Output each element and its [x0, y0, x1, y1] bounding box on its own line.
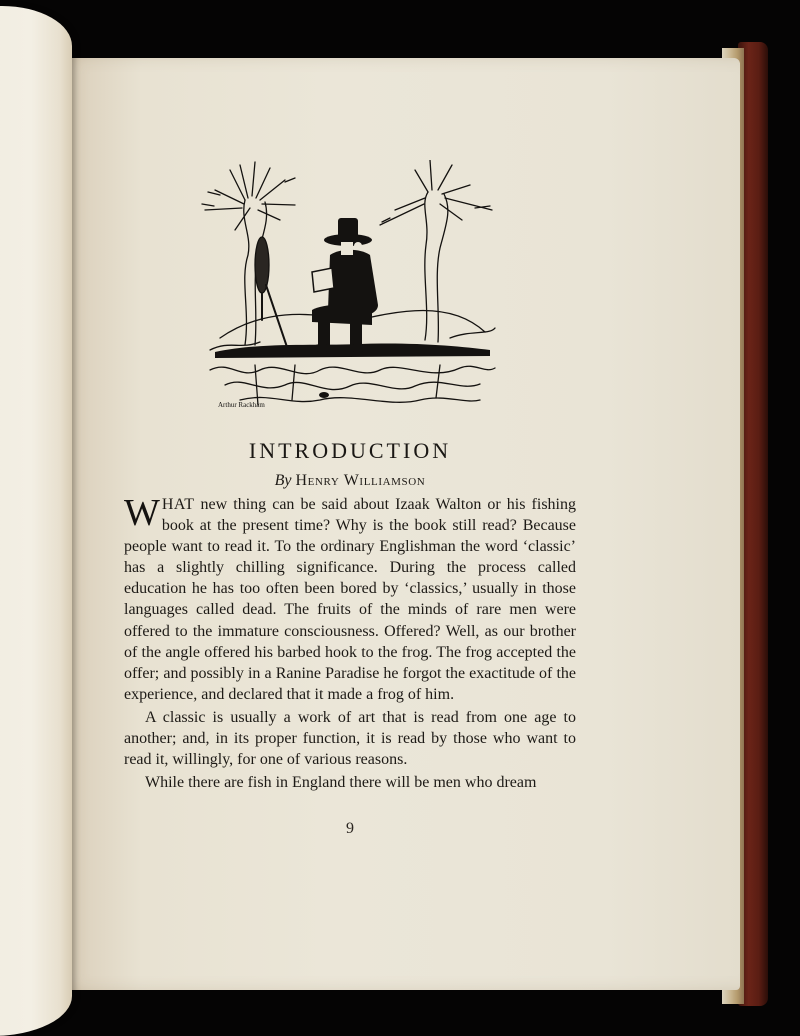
byline-prefix: By — [274, 472, 292, 489]
body-text — [124, 494, 576, 793]
paragraph: While there are fish in England there will be men who dream — [145, 774, 537, 792]
paragraph-text: new thing can be said about Izaak Walton or his fishing book at the present time? Why is the book still read? Because people want to read it. To the ordinary Englishman the word ‘classic’ has a slightly chilling significance. During the process called education he has too often been bored by ‘classics,’ usually in those languages called dead. The fruits of the minds of rare men were offered to the immature consciousness. Offered? Well, as our brother of the angle offered his barbed hook to the frog. The frog accepted the offer; and possibly in a Ranine Paradise he forgot the exactitude of the experience, and declared that it made a frog of him. — [124, 496, 576, 703]
byline — [150, 472, 550, 490]
angler-illustration — [200, 160, 500, 410]
byline-author: Henry Williamson — [295, 472, 426, 489]
illustrator-signature: Arthur Rackham — [218, 401, 265, 409]
facing-page-curl — [0, 6, 72, 1036]
paragraph: A classic is usually a work of art that is read from one age to another; and, in its proper function, it is read by those who want to read it, willingly, for one of various reasons. — [124, 708, 576, 769]
drop-cap: W — [124, 492, 160, 534]
chapter-title: INTRODUCTION — [248, 438, 452, 463]
paragraph — [124, 494, 576, 705]
page-number: 9 — [346, 820, 354, 837]
lead-in-caps: HAT — [161, 496, 195, 513]
